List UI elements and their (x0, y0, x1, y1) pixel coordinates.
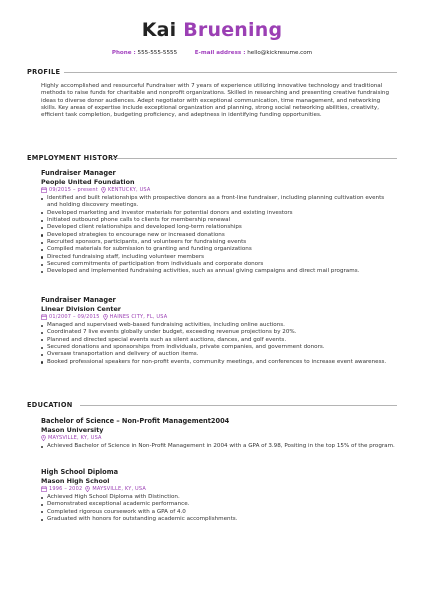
profile-text: Highly accomplished and resourceful Fundraiser with 7 years of experience utilizing innovative technology and traditional methods to raise funds for charitable and nonprofit organizations. Skilled in researching and presenting creative fundraising ideas to diverse donor audiences. Adept negotiator with exceptional communication, time management, and networking skills. Key areas of expertise include exceptional organization and planning, strong social networking abilities, creativity, efficient task completion, budgeting proficiency, and adeptness in identifying funding opportunities. (41, 83, 390, 119)
list-item: Recruited sponsors, participants, and volunteers for fundraising events (41, 239, 396, 246)
list-item: Achieved High School Diploma with Distinction. (41, 494, 396, 501)
job-organization: Linear Division Center (41, 305, 121, 313)
degree-title: Bachelor of Science – Non-Profit Management2004 (41, 417, 230, 425)
job-title: Fundraiser Manager (41, 169, 116, 177)
job-location: HAINES CITY, FL, USA (109, 314, 168, 320)
list-item: Compiled materials for submission to granting and funding organizations (41, 246, 396, 253)
list-item: Achieved Bachelor of Science in Non-Profit Management in 2004 with a GPA of 3.98, Positing in the top 15% of the program. (41, 443, 396, 450)
job-bullets (41, 195, 396, 276)
list-item: Secured donations and sponsorships from individuals, private companies, and government donors. (41, 344, 396, 351)
school-dates: 1996 – 2002 (49, 486, 83, 492)
list-item: Identified and built relationships with prospective donors as a front-line fundraiser, including planning cultivation events and holding discovery meetings. (41, 195, 396, 210)
calendar-icon (41, 187, 47, 193)
list-item: Graduated with honors for outstanding academic accomplishments. (41, 516, 396, 523)
list-item: Developed client relationships and developed long-term relationships (41, 224, 396, 231)
list-item: Demonstrated exceptional academic performance. (41, 501, 396, 508)
education-divider (80, 405, 397, 406)
first-name: Kai (141, 19, 177, 41)
job-bullets (41, 322, 396, 366)
job-location: KENTUCKY, USA (107, 187, 151, 193)
education-bullets (41, 443, 396, 450)
list-item: Developed marketing and investor materials for potential donors and existing investors (41, 210, 396, 217)
last-name: Bruening (183, 19, 283, 41)
email-label: E-mail address : (194, 50, 246, 56)
list-item: Coordinated 7 live events globally under budget, exceeding revenue projections by 20%. (41, 329, 396, 336)
list-item: Initiated outbound phone calls to clients for membership renewal (41, 217, 396, 224)
profile-divider (64, 72, 397, 73)
job-dates: 01/2007 – 09/2015 (49, 314, 100, 320)
list-item: Developed and implemented fundraising activities, such as annual giving campaigns and direct mail programs. (41, 268, 396, 275)
school-location: MAYSVILLE, KY, USA (48, 435, 102, 441)
phone-value: 555-555-5555 (137, 50, 178, 56)
email-value[interactable]: hello@kickresume.com (247, 50, 313, 56)
calendar-icon (41, 486, 47, 492)
calendar-icon (41, 314, 47, 320)
location-pin-icon (103, 314, 108, 320)
location-pin-icon (41, 435, 46, 441)
education-meta (41, 486, 146, 492)
education-meta (41, 435, 102, 441)
list-item: Secured commitments of participation from individuals and corporate donors (41, 261, 396, 268)
job-meta (41, 314, 167, 320)
job-title: Fundraiser Manager (41, 296, 116, 304)
location-pin-icon (101, 187, 106, 193)
list-item: Managed and supervised web-based fundraising activities, including online auctions. (41, 322, 396, 329)
list-item: Developed strategies to encourage new or increased donations (41, 232, 396, 239)
school-location: MAYSVILLE, KY, USA (92, 486, 146, 492)
list-item: Directed fundraising staff, including volunteer members (41, 254, 396, 261)
education-heading: EDUCATION (27, 401, 73, 409)
list-item: Completed rigorous coursework with a GPA of 4.0 (41, 509, 396, 516)
location-pin-icon (85, 486, 90, 492)
list-item: Booked professional speakers for non-profit events, community meetings, and conferences to increase event awareness. (41, 359, 396, 366)
list-item: Planned and directed special events such as silent auctions, dances, and golf events. (41, 337, 396, 344)
resume-name (0, 19, 424, 41)
employment-divider (113, 158, 397, 159)
job-dates: 09/2015 – present (49, 187, 98, 193)
phone-label: Phone : (111, 50, 136, 56)
list-item: Oversaw transportation and delivery of auction items. (41, 351, 396, 358)
contact-line (0, 50, 424, 56)
job-meta (41, 187, 151, 193)
job-organization: People United Foundation (41, 178, 135, 186)
profile-heading: PROFILE (27, 68, 61, 76)
degree-title: High School Diploma (41, 468, 119, 476)
school-name: Mason High School (41, 477, 110, 485)
education-bullets (41, 494, 396, 523)
school-name: Mason University (41, 426, 104, 434)
employment-heading: EMPLOYMENT HISTORY (27, 154, 119, 162)
